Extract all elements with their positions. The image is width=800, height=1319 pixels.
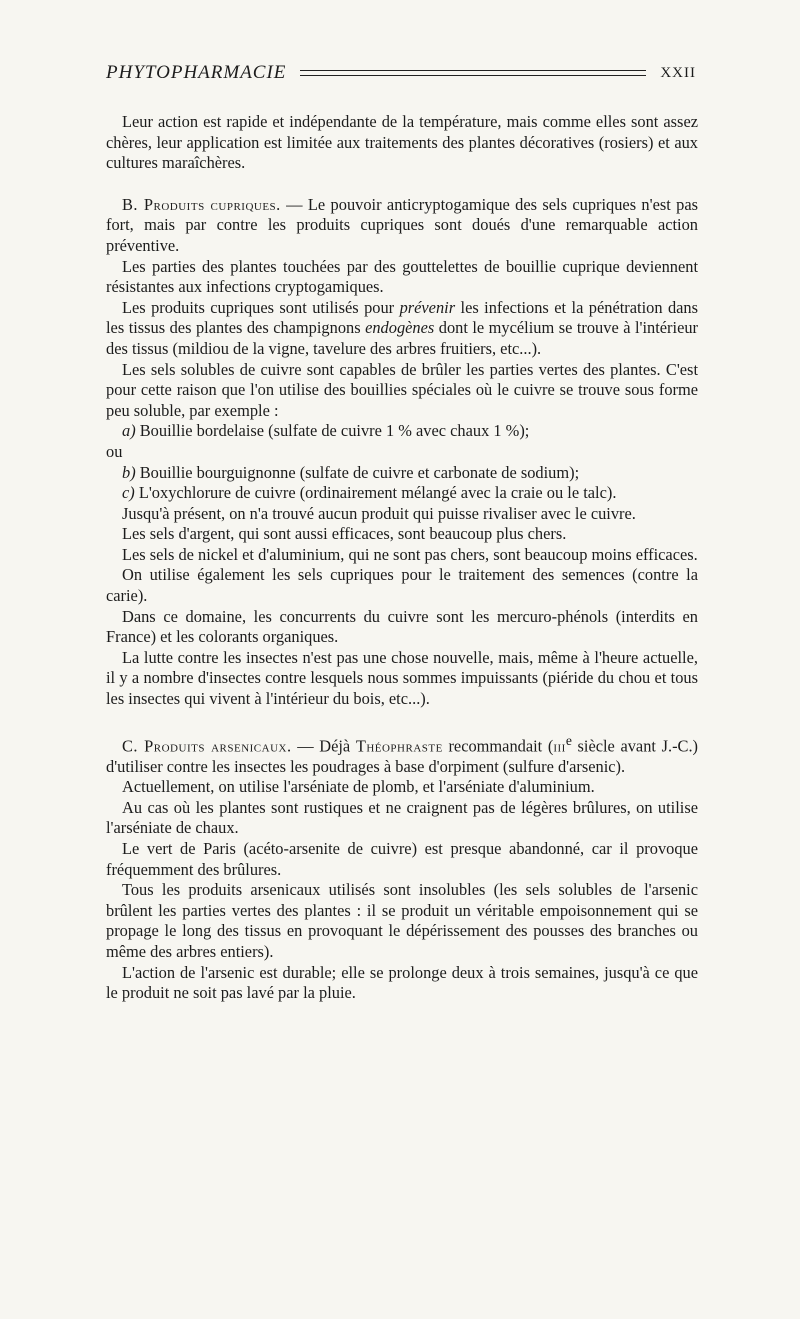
section-c-paragraph: C. Produits arsenicaux. — Déjà Théophraste recommandait (iii$^e$ siècle avant J.-C.) d'utiliser contre les insectes les poudrages à base d'orpiment (sulfure d'arsenic). xyxy=(106,732,699,776)
section-heading: C. Produits arsenicaux. xyxy=(122,736,292,756)
section-b-paragraph: B. Produits cupriques. — Le pouvoir anticryptogamique des sels cupriques n'est pas fort, mais par contre les produits cupriques sont doués d'une remarquable action préventive. xyxy=(106,194,699,255)
paragraph: Leur action est rapide et indépendante de la température, mais comme elles sont assez chères, leur application est limitée aux traitements des plantes décoratives (rosiers) et aux cultures maraîchères. xyxy=(106,112,698,173)
paragraph: Le vert de Paris (acéto-arsenite de cuivre) est presque abandonné, car il provoque fréquemment des brûlures. xyxy=(106,839,698,879)
paragraph: Dans ce domaine, les concurrents du cuivre sont les mercuro-phénols (interdits en France) et les colorants organiques. xyxy=(106,606,698,647)
paragraph: L'action de l'arsenic est durable; elle se prolonge deux à trois semaines, jusqu'à ce que le produit ne soit pas lavé par la pluie. xyxy=(106,962,698,1003)
paragraph: Jusqu'à présent, on n'a trouvé aucun produit qui puisse rivaliser avec le cuivre. xyxy=(122,503,636,523)
paragraph: Les sels d'argent, qui sont aussi efficaces, sont beaucoup plus chers. xyxy=(122,524,567,544)
paragraph: Les sels de nickel et d'aluminium, qui ne sont pas chers, sont beaucoup moins efficaces. xyxy=(122,544,698,564)
paragraph: On utilise également les sels cupriques pour le traitement des semences (contre la carie). xyxy=(106,565,698,606)
body-text xyxy=(106,112,698,1004)
paragraph: Tous les produits arsenicaux utilisés sont insolubles (les sels solubles de l'arsenic brûlent les parties vertes des plantes : il se produit un véritable empoisonnement qui se propage le long des tissus en provoquant le dépérissement des pousses des branches ou même des arbres entiers). xyxy=(106,880,698,962)
paragraph: Les produits cupriques sont utilisés pour prévenir les infections et la pénétration dans les tissus des plantes des champignons endogènes dont le mycélium se trouve à l'intérieur des tissus (mildiou de la vigne, tavelure des arbres fruitiers, etc...). xyxy=(106,297,698,358)
section-heading: B. Produits cupriques. xyxy=(122,194,281,214)
paragraph: Les parties des plantes touchées par des gouttelettes de bouillie cuprique deviennent résistantes aux infections cryptogamiques. xyxy=(106,256,698,297)
list-item: c) L'oxychlorure de cuivre (ordinairement mélangé avec la craie ou le talc). xyxy=(122,483,617,503)
paragraph: ou xyxy=(106,441,123,461)
list-item: a) Bouillie bordelaise (sulfate de cuivre 1 % avec chaux 1 %); xyxy=(122,421,530,441)
running-head: PHYTOPHARMACIE xyxy=(106,62,287,83)
list-item: b) Bouillie bourguignonne (sulfate de cuivre et carbonate de sodium); xyxy=(122,462,580,482)
paragraph: Au cas où les plantes sont rustiques et ne craignent pas de légères brûlures, on utilise l'arséniate de chaux. xyxy=(106,797,698,838)
paragraph: Actuellement, on utilise l'arséniate de plomb, et l'arséniate d'aluminium. xyxy=(122,777,595,797)
page-header xyxy=(106,62,696,84)
header-rule xyxy=(300,70,646,76)
paragraph: La lutte contre les insectes n'est pas une chose nouvelle, mais, même à l'heure actuelle, il y a nombre d'insectes contre lesquels nous sommes impuissants (piéride du chou et tous les insectes qui vivent à l'intérieur du bois, etc...). xyxy=(106,647,698,709)
paragraph: Les sels solubles de cuivre sont capables de brûler les parties vertes des plantes. C'est pour cette raison que l'on utilise des bouillies spéciales où le cuivre se trouve sous forme peu soluble, par exemple : xyxy=(106,359,698,420)
page-number: XXII xyxy=(660,64,696,81)
